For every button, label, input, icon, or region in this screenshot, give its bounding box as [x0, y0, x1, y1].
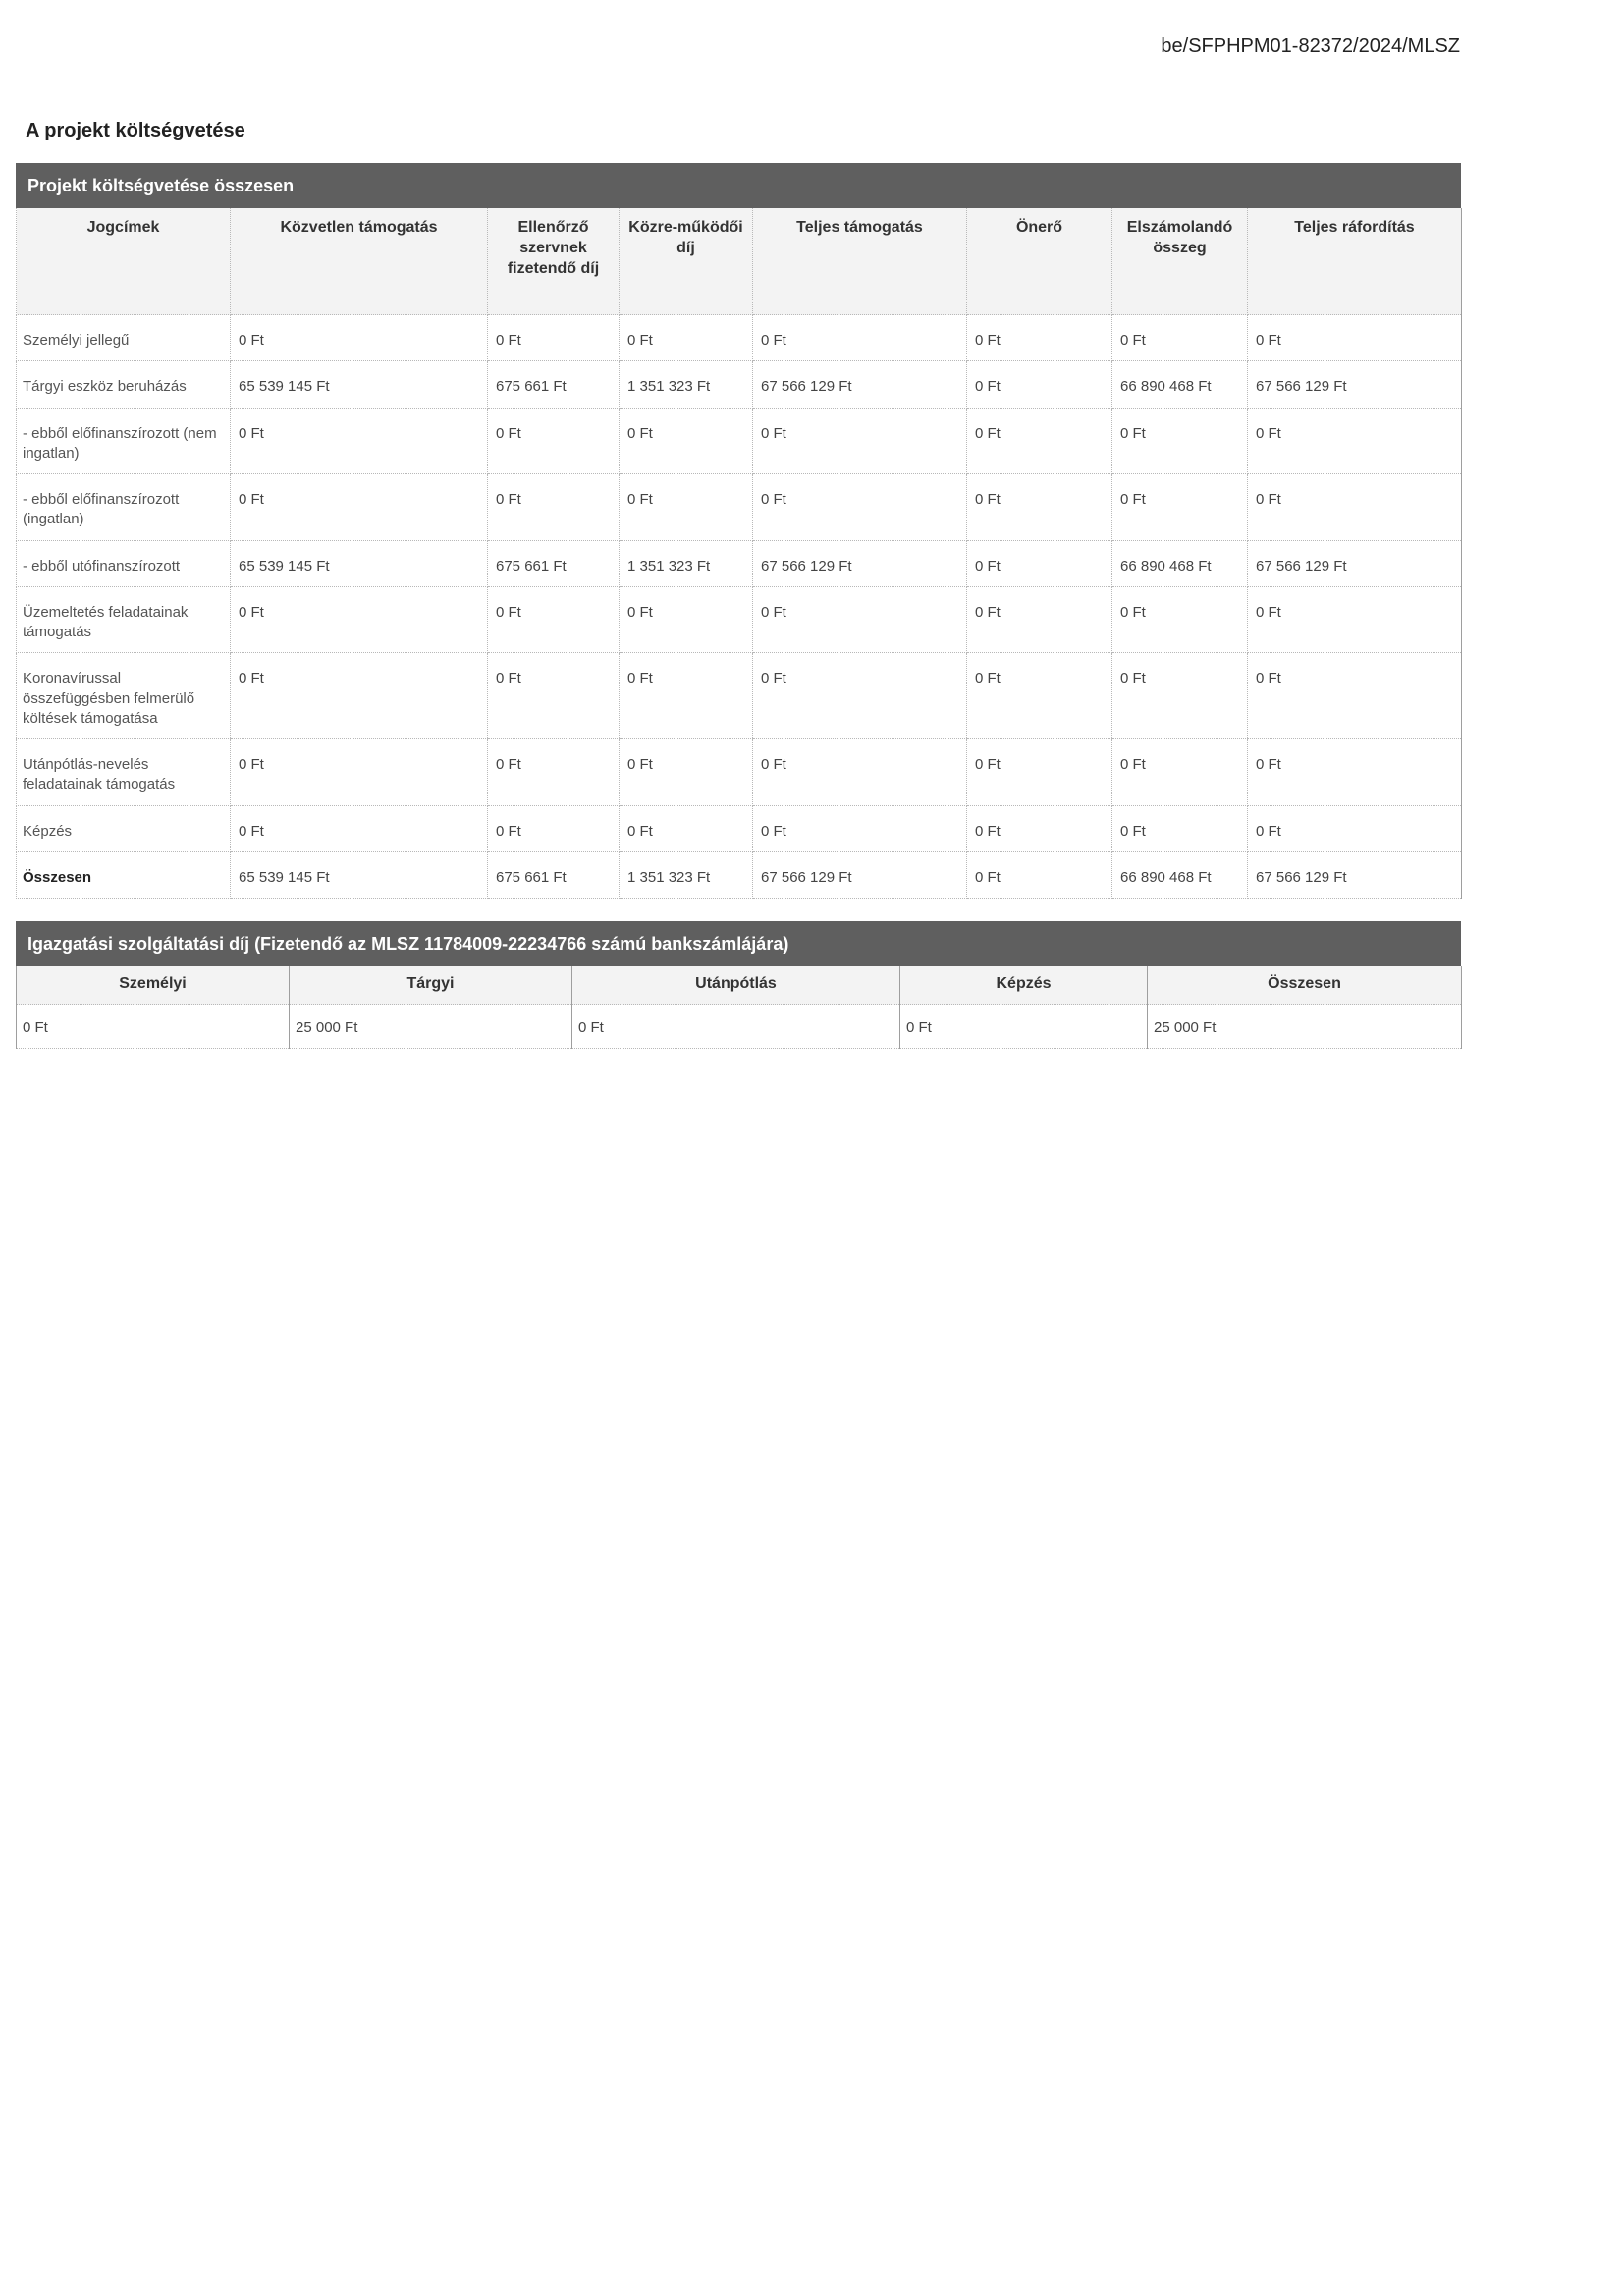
table-cell: 1 351 323 Ft [620, 540, 753, 586]
column-header: Önerő [967, 208, 1112, 315]
table-cell: 675 661 Ft [488, 851, 620, 898]
table-cell: 0 Ft [1112, 653, 1248, 739]
table-row [17, 474, 1462, 541]
table-cell: 0 Ft [231, 315, 488, 361]
column-header: Ellenőrző szervnek fizetendő díj [488, 208, 620, 315]
table-row [17, 653, 1462, 739]
column-header: Képzés [900, 966, 1148, 1005]
table-cell: 0 Ft [231, 805, 488, 851]
table-cell: 0 Ft [1112, 739, 1248, 806]
table-cell: 0 Ft [967, 805, 1112, 851]
table-cell: 65 539 145 Ft [231, 540, 488, 586]
section-title: A projekt költségvetése [26, 120, 245, 141]
column-header: Jogcímek [17, 208, 231, 315]
table-cell: 0 Ft [231, 739, 488, 806]
table-cell: 0 Ft [967, 361, 1112, 408]
row-label: Koronavírussal összefüggésben felmerülő költések támogatása [17, 653, 231, 739]
table-cell: 0 Ft [488, 739, 620, 806]
table-row [17, 851, 1462, 898]
admin-fee-table [16, 966, 1462, 1049]
table-cell: 65 539 145 Ft [231, 361, 488, 408]
table-cell: 0 Ft [900, 1005, 1148, 1049]
table-cell: 67 566 129 Ft [753, 851, 967, 898]
table-cell: 67 566 129 Ft [753, 361, 967, 408]
column-header: Teljes támogatás [753, 208, 967, 315]
table-cell: 0 Ft [1112, 805, 1248, 851]
table-cell: 0 Ft [620, 408, 753, 474]
table-cell: 0 Ft [967, 586, 1112, 653]
column-header: Teljes ráfordítás [1248, 208, 1462, 315]
table-cell: 67 566 129 Ft [753, 540, 967, 586]
table-cell: 675 661 Ft [488, 361, 620, 408]
table-cell: 0 Ft [1248, 408, 1462, 474]
table-cell: 66 890 468 Ft [1112, 851, 1248, 898]
table-cell: 1 351 323 Ft [620, 361, 753, 408]
budget-panel-title: Projekt költségvetése összesen [16, 163, 1461, 208]
table-cell: 0 Ft [967, 408, 1112, 474]
table-cell: 66 890 468 Ft [1112, 540, 1248, 586]
table-cell: 0 Ft [231, 408, 488, 474]
row-label: - ebből utófinanszírozott [17, 540, 231, 586]
table-cell: 0 Ft [753, 315, 967, 361]
table-cell: 66 890 468 Ft [1112, 361, 1248, 408]
admin-fee-panel-title: Igazgatási szolgáltatási díj (Fizetendő az MLSZ 11784009-22234766 számú bankszámlájára) [16, 921, 1461, 966]
table-cell: 675 661 Ft [488, 540, 620, 586]
table-cell: 0 Ft [1248, 805, 1462, 851]
row-label: Képzés [17, 805, 231, 851]
document-reference: be/SFPHPM01-82372/2024/MLSZ [1161, 35, 1460, 57]
table-cell: 65 539 145 Ft [231, 851, 488, 898]
table-cell: 0 Ft [1248, 474, 1462, 541]
table-cell: 0 Ft [967, 739, 1112, 806]
table-cell: 0 Ft [231, 586, 488, 653]
table-cell: 0 Ft [753, 408, 967, 474]
table-row [17, 540, 1462, 586]
row-label: - ebből előfinanszírozott (nem ingatlan) [17, 408, 231, 474]
table-cell: 0 Ft [488, 315, 620, 361]
table-cell: 0 Ft [231, 474, 488, 541]
table-cell: 0 Ft [1248, 653, 1462, 739]
table-cell: 0 Ft [488, 586, 620, 653]
admin-fee-header-row [17, 966, 1462, 1005]
table-cell: 0 Ft [488, 474, 620, 541]
table-cell: 0 Ft [753, 805, 967, 851]
column-header: Tárgyi [290, 966, 572, 1005]
column-header: Összesen [1148, 966, 1462, 1005]
table-cell: 0 Ft [967, 474, 1112, 541]
budget-header-row [17, 208, 1462, 315]
table-cell: 0 Ft [488, 653, 620, 739]
table-cell: 1 351 323 Ft [620, 851, 753, 898]
column-header: Elszámolandó összeg [1112, 208, 1248, 315]
table-cell: 67 566 129 Ft [1248, 540, 1462, 586]
table-cell: 0 Ft [488, 408, 620, 474]
table-cell: 0 Ft [1112, 474, 1248, 541]
table-cell: 0 Ft [967, 851, 1112, 898]
table-row [17, 315, 1462, 361]
table-cell: 0 Ft [753, 739, 967, 806]
row-label: - ebből előfinanszírozott (ingatlan) [17, 474, 231, 541]
table-cell: 0 Ft [967, 653, 1112, 739]
table-cell: 0 Ft [1248, 315, 1462, 361]
table-row [17, 361, 1462, 408]
table-cell: 0 Ft [620, 805, 753, 851]
table-cell: 25 000 Ft [290, 1005, 572, 1049]
table-cell: 0 Ft [17, 1005, 290, 1049]
table-cell: 0 Ft [620, 739, 753, 806]
table-cell: 0 Ft [967, 540, 1112, 586]
table-cell: 0 Ft [620, 653, 753, 739]
row-label: Összesen [17, 851, 231, 898]
row-label: Utánpótlás-nevelés feladatainak támogatás [17, 739, 231, 806]
table-row [17, 408, 1462, 474]
table-cell: 0 Ft [967, 315, 1112, 361]
table-cell: 0 Ft [572, 1005, 900, 1049]
table-cell: 0 Ft [1248, 739, 1462, 806]
table-row [17, 586, 1462, 653]
budget-table [16, 208, 1462, 899]
row-label: Személyi jellegű [17, 315, 231, 361]
column-header: Utánpótlás [572, 966, 900, 1005]
table-cell: 67 566 129 Ft [1248, 851, 1462, 898]
table-cell: 0 Ft [620, 586, 753, 653]
table-row [17, 1005, 1462, 1049]
admin-fee-panel [16, 921, 1461, 1049]
table-cell: 0 Ft [753, 653, 967, 739]
table-cell: 0 Ft [753, 586, 967, 653]
table-cell: 0 Ft [231, 653, 488, 739]
table-cell: 0 Ft [1112, 315, 1248, 361]
table-cell: 25 000 Ft [1148, 1005, 1462, 1049]
column-header: Közvetlen támogatás [231, 208, 488, 315]
row-label: Üzemeltetés feladatainak támogatás [17, 586, 231, 653]
table-row [17, 805, 1462, 851]
table-row [17, 739, 1462, 806]
budget-panel [16, 163, 1461, 899]
table-cell: 67 566 129 Ft [1248, 361, 1462, 408]
table-cell: 0 Ft [488, 805, 620, 851]
column-header: Közre-működői díj [620, 208, 753, 315]
table-cell: 0 Ft [1112, 408, 1248, 474]
column-header: Személyi [17, 966, 290, 1005]
table-cell: 0 Ft [620, 315, 753, 361]
table-cell: 0 Ft [1248, 586, 1462, 653]
table-cell: 0 Ft [1112, 586, 1248, 653]
table-cell: 0 Ft [620, 474, 753, 541]
table-cell: 0 Ft [753, 474, 967, 541]
row-label: Tárgyi eszköz beruházás [17, 361, 231, 408]
